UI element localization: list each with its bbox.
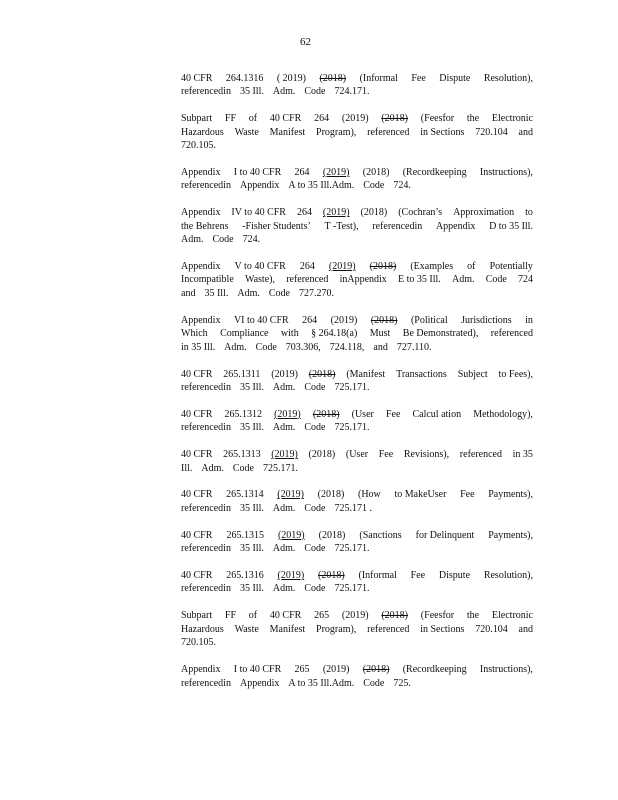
- text-line: [181, 139, 533, 152]
- text-segment: I to 40 CFR: [233, 167, 282, 179]
- reference-entry: [181, 609, 533, 649]
- text-line: [181, 502, 533, 515]
- text-line: [181, 408, 533, 421]
- text-segment: 703.306,: [285, 341, 321, 353]
- text-segment: Fee: [385, 408, 401, 420]
- text-segment: Waste: [234, 126, 259, 138]
- text-segment: 40 CFR: [181, 408, 213, 420]
- text-segment: of: [248, 610, 258, 622]
- text-segment: (Recordkeeping: [402, 664, 467, 676]
- text-segment: Calcul ation: [412, 408, 462, 420]
- text-segment: Fee: [410, 570, 426, 582]
- text-line: [181, 206, 533, 219]
- text-segment: Adm.: [272, 381, 296, 393]
- text-segment: referencedin: [181, 502, 231, 514]
- text-segment: of: [467, 261, 476, 273]
- text-segment: A to 35 Ill.Adm.: [288, 677, 355, 689]
- reference-list: [181, 72, 533, 703]
- text-segment: Adm.: [201, 462, 224, 474]
- text-segment: the: [466, 113, 480, 125]
- text-segment: for Delinquent: [415, 529, 475, 541]
- text-segment: Waste),: [244, 274, 275, 286]
- text-segment: referenced: [286, 274, 329, 286]
- text-segment: 264.1316: [225, 73, 264, 84]
- text-segment: 265.1311: [223, 368, 261, 380]
- text-segment: referencedin: [181, 677, 231, 689]
- text-segment: in 35 Ill.: [181, 341, 216, 353]
- text-segment: 35 Ill.: [239, 543, 264, 555]
- text-segment: in Sections: [420, 623, 465, 635]
- text-segment: (Sanctions: [359, 529, 402, 541]
- inserted-text: (2019): [271, 449, 298, 461]
- text-segment: referencedin: [181, 543, 231, 555]
- text-segment: (Recordkeeping: [402, 167, 467, 179]
- text-segment: A to 35 Ill.Adm.: [288, 180, 355, 192]
- text-line: [181, 636, 533, 649]
- text-segment: to Fees),: [498, 368, 533, 380]
- text-line: [181, 609, 533, 622]
- deleted-text: (2018): [381, 113, 409, 125]
- text-segment: E to 35 Ill.: [398, 274, 441, 286]
- reference-entry: [181, 408, 533, 435]
- text-segment: Waste: [234, 623, 259, 635]
- text-segment: (User: [345, 449, 369, 461]
- text-segment: Code: [268, 287, 290, 299]
- text-segment: (2018): [308, 449, 336, 461]
- reference-entry: [181, 314, 533, 354]
- text-segment: in: [525, 314, 533, 326]
- text-segment: Payments),: [488, 489, 533, 501]
- text-segment: Which: [181, 328, 208, 340]
- inserted-text: (2019): [328, 261, 356, 273]
- text-segment: 35 Ill.: [239, 502, 264, 514]
- text-segment: Adm.: [272, 86, 296, 98]
- text-segment: Dispute: [439, 73, 471, 84]
- text-segment: D to 35 Ill.: [489, 220, 533, 232]
- reference-entry: [181, 569, 533, 596]
- text-line: [181, 569, 533, 582]
- text-segment: and: [518, 126, 533, 138]
- text-segment: referencedin: [181, 583, 231, 595]
- deleted-text: (2018): [319, 73, 347, 84]
- text-segment: Program),: [316, 126, 357, 138]
- text-segment: Compliance: [220, 328, 269, 340]
- text-line: [181, 327, 533, 340]
- text-segment: Incompatible: [181, 274, 234, 286]
- text-line: [181, 542, 533, 555]
- text-segment: Code: [363, 180, 385, 192]
- text-segment: Adm.: [272, 583, 296, 595]
- text-segment: Hazardous: [181, 126, 224, 138]
- text-line: [181, 623, 533, 636]
- text-segment: Code: [363, 677, 385, 689]
- text-segment: Adm.: [224, 341, 247, 353]
- text-segment: Methodology),: [473, 408, 533, 420]
- text-segment: 40 CFR: [181, 73, 213, 84]
- text-segment: Potentially: [489, 261, 533, 273]
- text-line: [181, 85, 533, 98]
- text-segment: 724: [518, 274, 533, 286]
- text-line: [181, 166, 533, 179]
- text-segment: with: [280, 328, 299, 340]
- text-segment: Code: [304, 422, 326, 434]
- text-segment: Fee: [460, 489, 475, 501]
- deleted-text: (2018): [312, 408, 340, 420]
- text-segment: Code: [232, 462, 254, 474]
- text-segment: referenced: [490, 328, 533, 340]
- text-segment: 40 CFR: [181, 368, 213, 380]
- text-segment: Payments),: [488, 529, 533, 541]
- text-segment: 264: [294, 167, 310, 179]
- text-segment: 40 CFR: [269, 113, 302, 125]
- text-segment: 40 CFR: [269, 610, 302, 622]
- text-segment: Hazardous: [181, 623, 224, 635]
- text-segment: § 264.18(a): [311, 328, 358, 340]
- text-segment: 725.171.: [263, 462, 298, 474]
- text-segment: 725.171.: [334, 381, 370, 393]
- text-segment: (Examples: [410, 261, 454, 273]
- text-segment: 35 Ill.: [204, 287, 229, 299]
- text-segment: Program),: [316, 623, 357, 635]
- text-segment: (2019): [341, 610, 369, 622]
- reference-entry: [181, 112, 533, 152]
- text-line: [181, 179, 533, 192]
- text-segment: 35 Ill.: [239, 422, 264, 434]
- text-line: [181, 421, 533, 434]
- text-segment: 724.: [393, 180, 411, 192]
- text-line: [181, 448, 533, 461]
- text-segment: the Behrens: [181, 220, 229, 232]
- text-segment: Code: [304, 86, 326, 98]
- text-line: [181, 314, 533, 327]
- reference-entry: [181, 529, 533, 556]
- text-segment: 725.: [393, 677, 411, 689]
- text-line: [181, 677, 533, 690]
- text-segment: Code: [304, 381, 326, 393]
- text-line: [181, 368, 533, 381]
- text-segment: Ill.: [181, 462, 193, 474]
- text-segment: 725.171 .: [334, 502, 372, 514]
- text-segment: referencedin: [181, 180, 231, 192]
- text-segment: 725.171.: [334, 422, 370, 434]
- text-segment: Resolution),: [483, 570, 533, 582]
- text-segment: Appendix: [239, 677, 280, 689]
- reference-entry: [181, 448, 533, 475]
- text-segment: (Informal: [359, 73, 398, 84]
- text-line: [181, 220, 533, 233]
- text-line: [181, 663, 533, 676]
- text-line: [181, 582, 533, 595]
- text-segment: 725.171.: [334, 543, 370, 555]
- text-segment: Code: [304, 502, 326, 514]
- text-segment: Transactions: [396, 368, 447, 380]
- text-line: [181, 462, 533, 475]
- text-segment: Appendix: [181, 261, 221, 273]
- text-segment: Adm.: [451, 274, 475, 286]
- text-segment: FF: [224, 610, 237, 622]
- text-segment: referencedin: [181, 422, 231, 434]
- text-segment: V to 40 CFR: [234, 261, 286, 273]
- text-segment: 265.1314: [226, 489, 264, 501]
- text-segment: (Manifest: [346, 368, 386, 380]
- text-segment: (Cochran’s: [398, 207, 443, 219]
- text-segment: 264: [314, 113, 330, 125]
- inserted-text: (2019): [322, 167, 350, 179]
- text-segment: (Political: [410, 314, 448, 326]
- text-segment: 40 CFR: [181, 570, 213, 582]
- text-segment: 720.104: [475, 623, 508, 635]
- text-line: [181, 273, 533, 286]
- text-line: [181, 233, 533, 246]
- text-segment: (2019): [341, 113, 369, 125]
- text-segment: 720.105.: [181, 140, 216, 152]
- text-segment: (Feesfor: [420, 610, 455, 622]
- text-segment: Be Demonstrated),: [402, 328, 479, 340]
- text-line: [181, 260, 533, 273]
- text-segment: VI to 40 CFR: [233, 314, 289, 326]
- text-line: [181, 287, 533, 300]
- inserted-text: (2019): [277, 489, 304, 501]
- reference-entry: [181, 260, 533, 300]
- text-segment: 265.1315: [226, 529, 264, 541]
- inserted-text: (2019): [322, 207, 350, 219]
- text-segment: 35 Ill.: [239, 381, 264, 393]
- deleted-text: (2018): [381, 610, 409, 622]
- text-segment: referencedin: [181, 381, 231, 393]
- text-segment: Appendix: [181, 167, 221, 179]
- deleted-text: (2018): [370, 314, 398, 326]
- text-segment: 40 CFR: [181, 529, 213, 541]
- text-segment: 720.105.: [181, 637, 216, 649]
- text-segment: Fee: [378, 449, 394, 461]
- text-line: [181, 341, 533, 354]
- text-segment: Approximation: [453, 207, 515, 219]
- text-segment: Electronic: [491, 610, 533, 622]
- text-segment: (How: [358, 489, 381, 501]
- text-segment: Code: [255, 341, 277, 353]
- text-line: [181, 529, 533, 542]
- text-segment: Adm.: [272, 502, 296, 514]
- text-segment: Subpart: [181, 610, 213, 622]
- text-segment: referencedin: [372, 220, 423, 232]
- text-segment: 40 CFR: [181, 449, 213, 461]
- text-segment: (Feesfor: [420, 113, 455, 125]
- text-segment: referencedin: [181, 86, 231, 98]
- text-segment: 265.1316: [226, 570, 264, 582]
- text-segment: (2018): [317, 489, 345, 501]
- reference-entry: [181, 368, 533, 395]
- text-segment: Adm.: [272, 422, 296, 434]
- text-segment: FF: [224, 113, 237, 125]
- reference-entry: [181, 166, 533, 193]
- reference-entry: [181, 488, 533, 515]
- text-segment: 40 CFR: [181, 489, 213, 501]
- text-segment: (User: [351, 408, 374, 420]
- text-segment: Electronic: [491, 113, 533, 125]
- inserted-text: (2019): [277, 570, 305, 582]
- text-segment: 720.104: [475, 126, 508, 138]
- text-segment: 727.270.: [298, 287, 334, 299]
- text-segment: (2018): [318, 529, 346, 541]
- text-segment: to: [525, 207, 533, 219]
- text-segment: in 35: [512, 449, 533, 461]
- text-segment: Code: [212, 234, 234, 246]
- text-segment: 724.171.: [334, 86, 370, 98]
- text-segment: Jurisdictions: [461, 314, 512, 326]
- text-segment: and: [518, 623, 533, 635]
- text-segment: 264: [302, 314, 318, 326]
- text-segment: the: [466, 610, 480, 622]
- text-segment: Subpart: [181, 113, 213, 125]
- text-segment: Appendix: [181, 207, 221, 219]
- deleted-text: (2018): [369, 261, 397, 273]
- text-segment: 265.1313: [223, 449, 261, 461]
- text-segment: referenced: [367, 623, 410, 635]
- text-segment: -Fisher Students’: [242, 220, 311, 232]
- text-segment: 724.: [242, 234, 261, 246]
- text-segment: Code: [304, 543, 326, 555]
- text-segment: 724.118,: [329, 341, 365, 353]
- reference-entry: [181, 72, 533, 99]
- text-segment: 265: [314, 610, 330, 622]
- text-segment: Appendix: [239, 180, 280, 192]
- text-segment: Fee: [411, 73, 426, 84]
- reference-entry: [181, 663, 533, 690]
- text-segment: ( 2019): [276, 73, 306, 84]
- text-line: [181, 72, 533, 85]
- text-segment: Manifest: [269, 623, 306, 635]
- text-segment: 265: [294, 664, 310, 676]
- deleted-text: (2018): [318, 570, 345, 582]
- text-segment: Revisions),: [403, 449, 450, 461]
- text-segment: Instructions),: [479, 664, 533, 676]
- inserted-text: (2019): [277, 529, 305, 541]
- text-segment: in Sections: [420, 126, 465, 138]
- text-segment: to MakeUser: [394, 489, 447, 501]
- text-segment: Must: [369, 328, 391, 340]
- page-number: 62: [300, 36, 311, 48]
- text-segment: Adm.: [181, 234, 204, 246]
- text-segment: 264: [299, 261, 315, 273]
- text-segment: IV to 40 CFR: [231, 207, 286, 219]
- text-segment: 725.171.: [334, 583, 370, 595]
- text-segment: (2018): [362, 167, 390, 179]
- text-segment: (2018): [360, 207, 388, 219]
- text-segment: Dispute: [438, 570, 471, 582]
- text-segment: Manifest: [269, 126, 306, 138]
- text-segment: 264: [296, 207, 312, 219]
- text-segment: Instructions),: [479, 167, 533, 179]
- text-segment: Resolution),: [483, 73, 533, 84]
- text-segment: Adm.: [237, 287, 260, 299]
- text-segment: (2019): [322, 664, 350, 676]
- text-line: [181, 381, 533, 394]
- text-segment: Appendix: [181, 664, 221, 676]
- text-segment: Subject: [457, 368, 488, 380]
- text-segment: (Informal: [358, 570, 397, 582]
- text-segment: (2019): [330, 314, 358, 326]
- text-segment: of: [248, 113, 258, 125]
- text-segment: Appendix: [435, 220, 476, 232]
- text-segment: Code: [304, 583, 326, 595]
- text-line: [181, 126, 533, 139]
- text-segment: referenced: [459, 449, 502, 461]
- text-segment: Appendix: [181, 314, 221, 326]
- text-segment: 265.1312: [224, 408, 262, 420]
- text-segment: T -Test),: [324, 220, 359, 232]
- text-segment: 35 Ill.: [239, 86, 264, 98]
- deleted-text: (2018): [308, 368, 336, 380]
- deleted-text: (2018): [362, 664, 390, 676]
- text-segment: (2019): [271, 368, 298, 380]
- text-segment: 727.110.: [396, 341, 432, 353]
- text-line: [181, 112, 533, 125]
- text-segment: and: [181, 287, 196, 299]
- text-segment: I to 40 CFR: [233, 664, 282, 676]
- text-segment: 35 Ill.: [239, 583, 264, 595]
- text-segment: Adm.: [272, 543, 296, 555]
- text-line: [181, 488, 533, 501]
- reference-entry: [181, 206, 533, 246]
- text-segment: referenced: [367, 126, 410, 138]
- inserted-text: (2019): [274, 408, 301, 420]
- text-segment: and: [373, 341, 388, 353]
- text-segment: Code: [485, 274, 507, 286]
- text-segment: inAppendix: [339, 274, 387, 286]
